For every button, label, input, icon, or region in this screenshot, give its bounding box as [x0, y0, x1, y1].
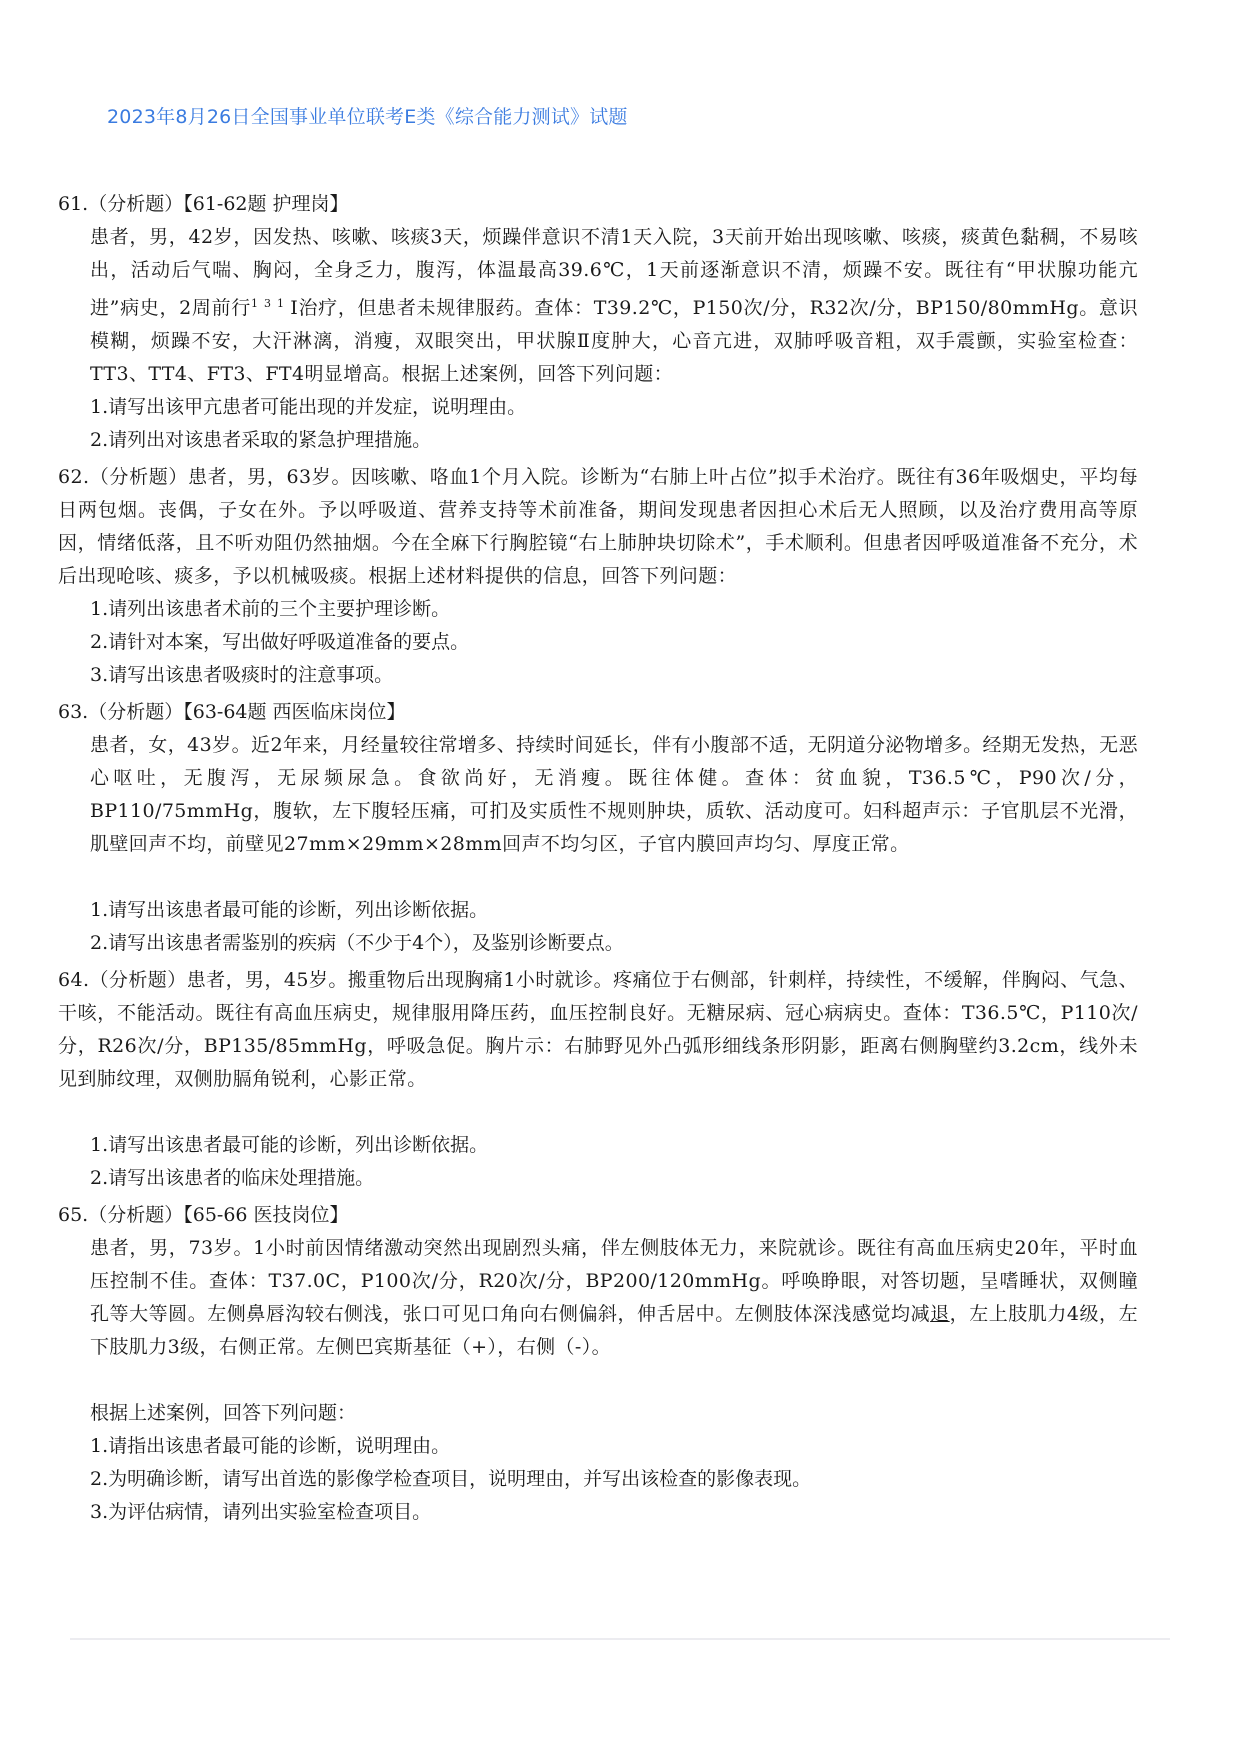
body-text: 患者，女，43岁。近2年来，月经量较往常增多、持续时间延长，伴有小腹部不适，无阴道分泌物增多。经期无发热，无恶心呕吐，无腹泻，无尿频尿急。食欲尚好，无消瘦。既往体健。查体：贫血貌，T36.5℃，P90次/分，BP110/75mmHg，腹软，左下腹轻压痛，可扪及实质性不规则肿块，质软、活动度可。妇科超声示：子官肌层不光滑，肌壁回声不均，前壁见27mm×29mm×28mm回声不均匀区，子官内膜回声均匀、厚度正常。	[90, 734, 1138, 855]
question-65	[58, 1199, 1138, 1529]
sub-question: 1.请写出该患者最可能的诊断，列出诊断依据。	[90, 1134, 489, 1156]
question-body	[58, 461, 1138, 593]
question-64	[58, 964, 1138, 1195]
question-body	[90, 221, 1138, 391]
sub-question: 2.请列出对该患者采取的紧急护理措施。	[90, 429, 432, 451]
question-header	[58, 696, 1138, 729]
question-type: （分析题）	[88, 193, 184, 215]
question-body	[90, 1232, 1138, 1364]
question-header	[58, 188, 1138, 221]
document-title: 2023年8月26日全国事业单位联考E类《综合能力测试》试题	[107, 106, 628, 128]
question-header	[58, 1199, 1138, 1232]
sub-question: 1.请写出该甲亢患者可能出现的并发症，说明理由。	[90, 396, 527, 418]
question-number: 61.	[58, 193, 89, 215]
body-text: ，左上肢肌力4级，左下肢肌力3级，右侧正常。左侧巴宾斯基征（+），右侧（-）。	[90, 1303, 1139, 1358]
question-62	[58, 461, 1138, 692]
question-body	[90, 729, 1138, 861]
question-prompt: 根据上述案例，回答下列问题：	[90, 1402, 357, 1424]
body-text: 患者，男，63岁。因咳嗽、咯血1个月入院。诊断为“右肺上叶占位”拟手术治疗。既往有36年吸烟史，平均每日两包烟。丧偶，子女在外。予以呼吸道、营养支持等术前准备，期间发现患者因担心术后无人照顾，以及治疗费用高等原因，情绪低落，且不听劝阻仍然抽烟。今在全麻下行胸腔镜“右上肺肿块切除术”，手术顺利。但患者因呼吸道准备不充分，术后出现呛咳、痰多，予以机械吸痰。根据上述材料提供的信息，回答下列问题：	[58, 466, 1138, 587]
body-text: 患者，男，73岁。1小时前因情绪激动突然出现剧烈头痛，伴左侧肢体无力，来院就诊。既往有高血压病史20年，平时血压控制不佳。查体：T37.0C，P100次/分，R20次/分，BP200/120mmHg。呼唤睁眼，对答切题，呈嗜睡状，双侧瞳孔等大等圆。左侧鼻唇沟较右侧浅，张口可见口角向右侧偏斜，伸舌居中。左侧肢体深浅感觉均减	[90, 1237, 1138, 1325]
question-63	[58, 696, 1138, 960]
sub-question: 2.请写出该患者需鉴别的疾病（不少于4个），及鉴别诊断要点。	[90, 932, 624, 954]
question-body	[58, 964, 1138, 1096]
question-number: 63.	[58, 701, 89, 723]
body-text: 患者，男，42岁，因发热、咳嗽、咳痰3天，烦躁伴意识不清1天入院，3天前开始出现咳嗽、咳痰，痰黄色黏稠，不易咳出，活动后气喘、胸闷，全身乏力，腹泻，体温最高39.6℃，1天前逐渐意识不清，烦躁不安。既往有“甲状腺功能亢进”病史，2周前行	[90, 226, 1138, 319]
sub-question: 3.为评估病情，请列出实验室检查项目。	[90, 1501, 432, 1523]
question-list	[58, 188, 1138, 1529]
sub-question: 1.请指出该患者最可能的诊断，说明理由。	[90, 1435, 451, 1457]
underlined-text: 退	[930, 1303, 950, 1325]
sub-question: 1.请列出该患者术前的三个主要护理诊断。	[90, 598, 451, 620]
sub-question: 2.为明确诊断，请写出首选的影像学检查项目，说明理由，并写出该检查的影像表现。	[90, 1468, 812, 1490]
sub-question: 2.请写出该患者的临床处理措施。	[90, 1167, 375, 1189]
question-number: 65.	[58, 1204, 89, 1226]
footer-divider	[70, 1638, 1170, 1640]
question-type: （分析题）	[88, 1204, 184, 1226]
body-text: Ⅰ治疗，但患者未规律服药。查体：T39.2℃，P150次/分，R32次/分，BP150/80mmHg。意识模糊，烦躁不安，大汗淋漓，消瘦，双眼突出，甲状腺Ⅱ度肿大，心音亢进，双肺呼吸音粗，双手震颤，实验室检查：TT3、TT4、FT3、FT4明显增高。根据上述案例，回答下列问题：	[90, 297, 1138, 385]
body-text: 患者，男，45岁。搬重物后出现胸痛1小时就诊。疼痛位于右侧部，针刺样，持续性，不缓解，伴胸闷、气急、干咳，不能活动。既往有高血压病史，规律服用降压药，血压控制良好。无糖尿病、冠心病病史。查体：T36.5℃，P110次/分，R26次/分，BP135/85mmHg，呼吸急促。胸片示：右肺野见外凸弧形细线条形阴影，距离右侧胸壁约3.2cm，线外未见到肺纹理，双侧肋膈角锐利，心影正常。	[58, 969, 1138, 1090]
question-section: 【65-66 医技岗位】	[183, 1204, 349, 1226]
question-type: （分析题）	[89, 466, 189, 488]
isotope-superscript: 131	[250, 297, 290, 310]
question-section: 【61-62题 护理岗】	[183, 193, 349, 215]
question-61	[58, 188, 1138, 457]
question-type: （分析题）	[89, 969, 187, 991]
sub-question: 3.请写出该患者吸痰时的注意事项。	[90, 664, 394, 686]
question-section: 【63-64题 西医临床岗位】	[183, 701, 406, 723]
sub-question: 2.请针对本案，写出做好呼吸道准备的要点。	[90, 631, 470, 653]
question-number: 64.	[58, 969, 90, 991]
question-number: 62.	[58, 466, 90, 488]
question-type: （分析题）	[88, 701, 184, 723]
sub-question: 1.请写出该患者最可能的诊断，列出诊断依据。	[90, 899, 489, 921]
